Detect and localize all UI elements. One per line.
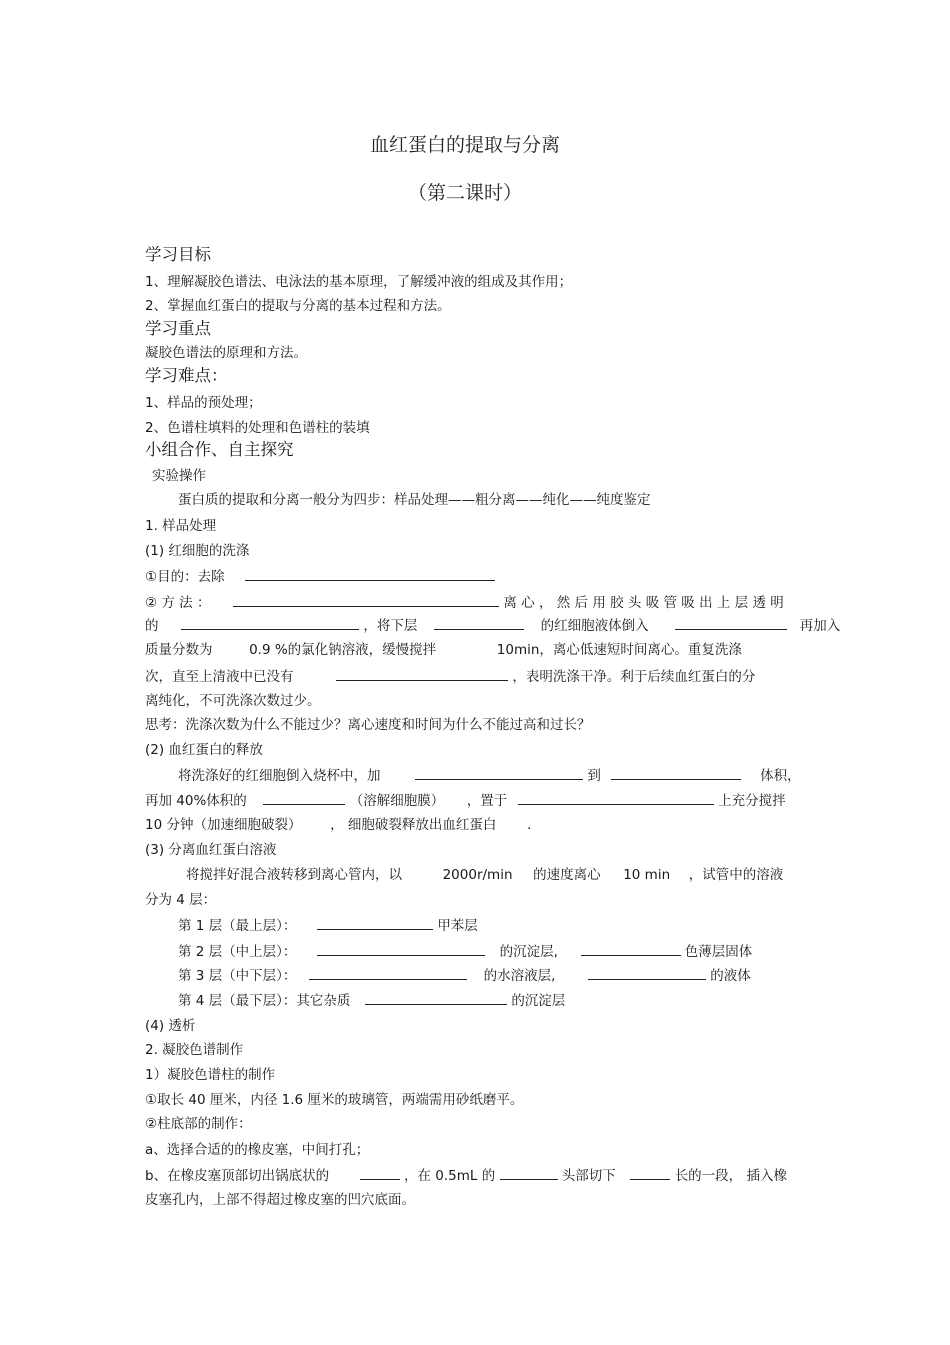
release-text: 再加 40%体积的	[145, 793, 247, 809]
centrifuge-speed: 2000r/min	[442, 867, 513, 883]
layer-2	[178, 941, 752, 962]
centrifuge-line-1	[186, 865, 783, 885]
centrifuge-text: ，试管中的溶液	[688, 867, 784, 883]
fill-blank[interactable]	[581, 941, 681, 956]
fill-blank[interactable]	[434, 615, 524, 630]
step-text: b、在橡皮塞顶部切出锅底状的	[145, 1168, 330, 1184]
method-text: 的	[145, 618, 159, 634]
release-text: .	[526, 817, 532, 833]
fill-blank[interactable]	[518, 790, 714, 805]
goal-item-1: 1、理解凝胶色谱法、电泳法的基本原理，了解缓冲液的组成及其作用；	[145, 274, 573, 290]
release-line-1	[178, 765, 801, 786]
column-step-b-cont: 皮塞孔内，上部不得超过橡皮塞的凹穴底面。	[145, 1192, 415, 1208]
difficult-item-2: 2、色谱柱填料的处理和色谱柱的装填	[145, 420, 370, 436]
method-text: 0.9 %的氯化钠溶液，缓慢搅拌	[249, 642, 437, 658]
column-step-2: ②柱底部的制作：	[145, 1116, 252, 1132]
group-heading: 小组合作、自主探究	[145, 440, 294, 459]
method-line-1	[145, 592, 784, 613]
fill-blank[interactable]	[630, 1165, 670, 1180]
column-step-a: a、选择合适的的橡皮塞，中间打孔；	[145, 1142, 370, 1158]
fill-blank[interactable]	[611, 765, 741, 780]
layer-label: 第 1 层（最上层）：	[178, 918, 297, 934]
release-text: ， 细胞破裂释放出血红蛋白	[330, 817, 497, 833]
layer-text: 色薄层固体	[684, 944, 753, 960]
layer-text: 的水溶液层,	[483, 968, 556, 984]
think-question: 思考：洗涤次数为什么不能过少？离心速度和时间为什么不能过高和过长？	[145, 717, 591, 733]
fill-blank[interactable]	[365, 990, 507, 1005]
release-text: 到	[587, 768, 601, 784]
fill-blank[interactable]	[500, 1165, 558, 1180]
sub-wash-title: (1) 红细胞的洗涤	[145, 543, 250, 559]
layer-text: 的沉淀层	[511, 993, 566, 1009]
goals-heading: 学习目标	[145, 245, 211, 264]
release-text: （溶解细胞膜）	[349, 793, 445, 809]
sub-release-title: (2) 血红蛋白的释放	[145, 742, 263, 758]
difficult-item-1: 1、样品的预处理；	[145, 395, 262, 411]
layer-label: 第 3 层（中下层）：	[178, 968, 297, 984]
layer-text: 的沉淀层,	[499, 944, 558, 960]
column-step-b	[145, 1165, 787, 1186]
layer-1	[178, 915, 478, 936]
layer-label: 第 4 层（最下层）：其它杂质	[178, 993, 351, 1009]
intro-text: 蛋白质的提取和分离一般分为四步：样品处理——粗分离——纯化——纯度鉴定	[178, 492, 651, 508]
method-line-5: 离纯化，不可洗涤次数过少。	[145, 693, 321, 709]
fill-blank[interactable]	[336, 666, 508, 681]
section-2-title: 2. 凝胶色谱制作	[145, 1042, 244, 1058]
centrifuge-time: 10 min	[623, 867, 671, 883]
fill-blank[interactable]	[588, 965, 706, 980]
layer-3	[178, 965, 751, 986]
difficult-heading: 学习难点：	[145, 366, 228, 385]
release-line-3	[145, 815, 531, 835]
step-text: 长的一段， 插入橡	[674, 1168, 787, 1184]
centrifuge-text: 将搅拌好混合液转移到离心管内，以	[186, 867, 402, 883]
doc-title: 血红蛋白的提取与分离	[369, 134, 560, 156]
method-text: 质量分数为	[145, 642, 213, 658]
layer-label: 第 2 层（中上层）：	[178, 944, 297, 960]
fill-blank[interactable]	[245, 566, 495, 581]
goal-item-2: 2、掌握血红蛋白的提取与分离的基本过程和方法。	[145, 298, 451, 314]
fill-blank[interactable]	[360, 1165, 400, 1180]
fill-blank[interactable]	[233, 592, 499, 607]
method-text: 10min，离心低速短时间离心。重复洗涤	[496, 642, 742, 658]
release-text: 将洗涤好的红细胞倒入烧杯中，加	[178, 768, 381, 784]
method-line-3	[145, 640, 742, 660]
key-text: 凝胶色谱法的原理和方法。	[145, 345, 307, 361]
step-text: 头部切下	[561, 1168, 616, 1184]
release-text: 上充分搅拌	[718, 793, 786, 809]
fill-blank[interactable]	[309, 965, 467, 980]
fill-blank[interactable]	[675, 615, 787, 630]
release-text: 10 分钟（加速细胞破裂）	[145, 817, 302, 833]
fill-blank[interactable]	[415, 765, 583, 780]
purpose-line	[145, 566, 495, 587]
method-text: 的红细胞液体倒入	[540, 618, 649, 634]
method-text: 离 心 ， 然 后 用 胶 头 吸 管 吸 出 上 层 透 明	[503, 595, 784, 611]
sub-dialysis-title: (4) 透析	[145, 1018, 196, 1034]
step-text: ，在 0.5mL 的	[403, 1168, 496, 1184]
fill-blank[interactable]	[181, 615, 359, 630]
key-heading: 学习重点	[145, 319, 211, 338]
release-text: 体积，	[760, 768, 801, 784]
section-1-title: 1. 样品处理	[145, 518, 217, 534]
layer-text: 甲苯层	[437, 918, 478, 934]
sub-separate-title: (3) 分离血红蛋白溶液	[145, 842, 277, 858]
column-step-1: ①取长 40 厘米，内径 1.6 厘米的玻璃管，两端需用砂纸磨平。	[145, 1092, 524, 1108]
method-text: ，表明洗涤干净。利于后续血红蛋白的分	[512, 669, 756, 685]
sub-column-title: 1）凝胶色谱柱的制作	[145, 1067, 276, 1083]
layer-4	[178, 990, 565, 1011]
doc-subtitle: （第二课时）	[407, 182, 522, 204]
purpose-label: ①目的：去除	[145, 569, 225, 585]
layer-text: 的液体	[710, 968, 751, 984]
centrifuge-line-2: 分为 4 层：	[145, 892, 217, 908]
method-text: 再加入	[799, 618, 841, 634]
fill-blank[interactable]	[263, 790, 345, 805]
method-text: 次，直至上清液中已没有	[145, 669, 294, 685]
method-text: ，将下层	[363, 618, 418, 634]
method-line-4	[145, 666, 755, 687]
method-label: ② 方 法 ：	[145, 595, 211, 611]
release-text: ，置于	[466, 793, 508, 809]
fill-blank[interactable]	[317, 941, 485, 956]
method-line-2	[145, 615, 840, 636]
release-line-2	[145, 790, 786, 811]
centrifuge-text: 的速度离心	[533, 867, 601, 883]
experiment-label: 实验操作	[152, 468, 206, 484]
fill-blank[interactable]	[317, 915, 433, 930]
